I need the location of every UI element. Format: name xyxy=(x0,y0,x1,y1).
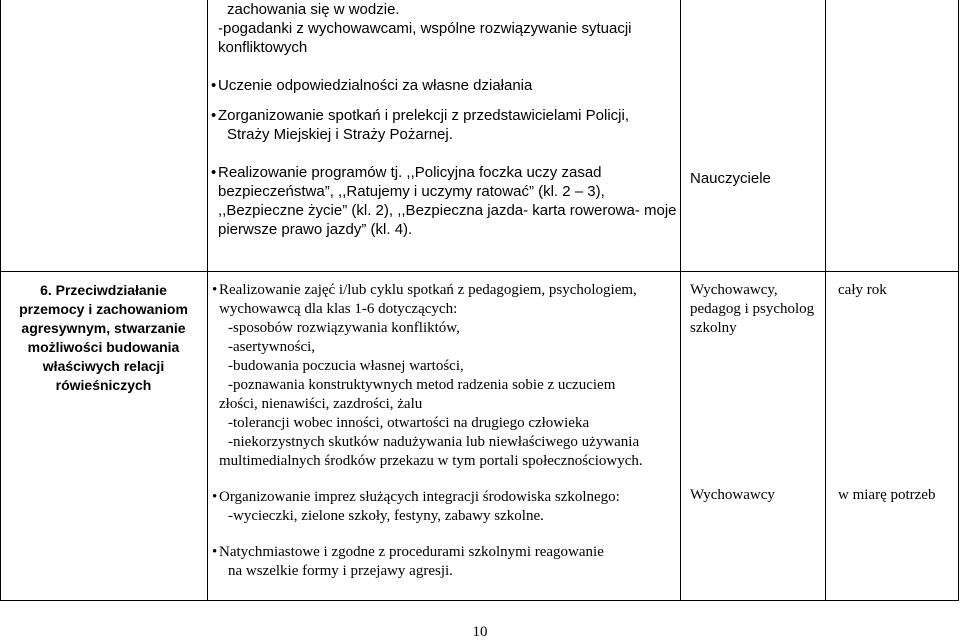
text-line: Zorganizowanie spotkań i prelekcji z przedstawicielami Policji, xyxy=(218,107,630,124)
text-line: -budowania poczucia własnej wartości, xyxy=(228,358,464,374)
top-row-content xyxy=(211,0,678,239)
text-line: Uczenie odpowiedzialności za własne działania xyxy=(218,77,533,94)
text-line: Realizowanie zajęć i/lub cyklu spotkań z pedagogiem, psychologiem, xyxy=(219,282,637,298)
text-line: -wycieczki, zielone szkoły, festyny, zabawy szkolne. xyxy=(228,508,544,524)
text-line: -pogadanki z wychowawcami, wspólne rozwiązywanie sytuacji xyxy=(218,20,632,37)
term-line: w miarę potrzeb xyxy=(838,487,936,503)
heading-line: możliwości budowania xyxy=(27,339,180,355)
text-line: -poznawania konstruktywnych metod radzenia sobie z uczuciem xyxy=(228,377,616,393)
table-border-left xyxy=(0,0,1,601)
page-number: 10 xyxy=(472,624,488,640)
bullet-icon: • xyxy=(212,544,218,560)
responsible-line: Wychowawcy xyxy=(690,487,775,503)
bullet-icon: • xyxy=(211,77,217,94)
responsible-text: Nauczyciele xyxy=(690,170,771,187)
responsible-line: Wychowawcy, xyxy=(690,282,778,298)
text-line: -niekorzystnych skutków nadużywania lub niewłaściwego używania xyxy=(228,434,640,450)
term-line: cały rok xyxy=(838,282,887,298)
heading-line: agresywnym, stwarzanie xyxy=(21,320,186,336)
text-line: wychowawcą dla klas 1-6 dotyczących: xyxy=(219,301,458,317)
table-border-right xyxy=(958,0,959,601)
text-line: bezpieczeństwa”, ,,Ratujemy i uczymy ratować” (kl. 2 – 3), xyxy=(218,183,605,200)
heading-line: właściwych relacji xyxy=(42,358,165,374)
bullet-icon: • xyxy=(212,282,218,298)
bullet-item xyxy=(212,488,679,526)
table-divider-1 xyxy=(207,0,208,601)
heading-line: rówieśniczych xyxy=(55,377,152,393)
heading-line: przemocy i zachowaniom xyxy=(19,301,188,317)
text-line: na wszelkie formy i przejawy agresji. xyxy=(228,563,453,579)
text-line: zachowania się w wodzie. xyxy=(227,1,400,18)
bullet-item xyxy=(211,76,678,95)
bullet-item xyxy=(211,163,678,239)
text-line: ,,Bezpieczne życie” (kl. 2), ,,Bezpieczna jazda- karta rowerowa- moje xyxy=(218,202,677,219)
bullet-item xyxy=(211,106,678,144)
text-line: -sposobów rozwiązywania konfliktów, xyxy=(228,320,460,336)
text-line: Realizowanie programów tj. ,,Policyjna foczka uczy zasad xyxy=(218,164,602,181)
bullet-icon: • xyxy=(212,489,218,505)
row6-term-b xyxy=(838,486,956,505)
responsible-line: pedagog i psycholog xyxy=(690,301,815,317)
heading-line: 6. Przeciwdziałanie xyxy=(40,282,167,298)
row6-content xyxy=(212,281,679,581)
row-separator xyxy=(0,271,959,272)
bullet-item xyxy=(212,543,679,581)
row6-responsible-b xyxy=(690,486,824,505)
text-line: Straży Miejskiej i Straży Pożarnej. xyxy=(227,126,453,143)
table-divider-3 xyxy=(825,0,826,601)
text-line: -asertywności, xyxy=(228,339,316,355)
top-row-responsible xyxy=(690,169,820,188)
table-divider-2 xyxy=(680,0,681,601)
responsible-line: szkolny xyxy=(690,320,737,336)
text-line: Organizowanie imprez służących integracji środowiska szkolnego: xyxy=(219,489,620,505)
text-line: pierwsze prawo jazdy” (kl. 4). xyxy=(218,221,413,238)
bullet-icon: • xyxy=(211,164,217,181)
row6-responsible-a xyxy=(690,281,824,338)
bullet-item xyxy=(212,281,679,471)
row6-term-a xyxy=(838,281,956,300)
text-line: multimedialnych środków przekazu w tym portali społecznościowych. xyxy=(219,453,643,469)
text-line: Natychmiastowe i zgodne z procedurami szkolnymi reagowanie xyxy=(219,544,604,560)
text-line: konfliktowych xyxy=(218,39,308,56)
text-line: -tolerancji wobec inności, otwartości na drugiego człowieka xyxy=(228,415,590,431)
bullet-icon: • xyxy=(211,107,217,124)
table-border-bottom xyxy=(0,600,959,601)
text-line: złości, nienawiści, zazdrości, żalu xyxy=(219,396,423,412)
row6-heading xyxy=(2,281,205,395)
